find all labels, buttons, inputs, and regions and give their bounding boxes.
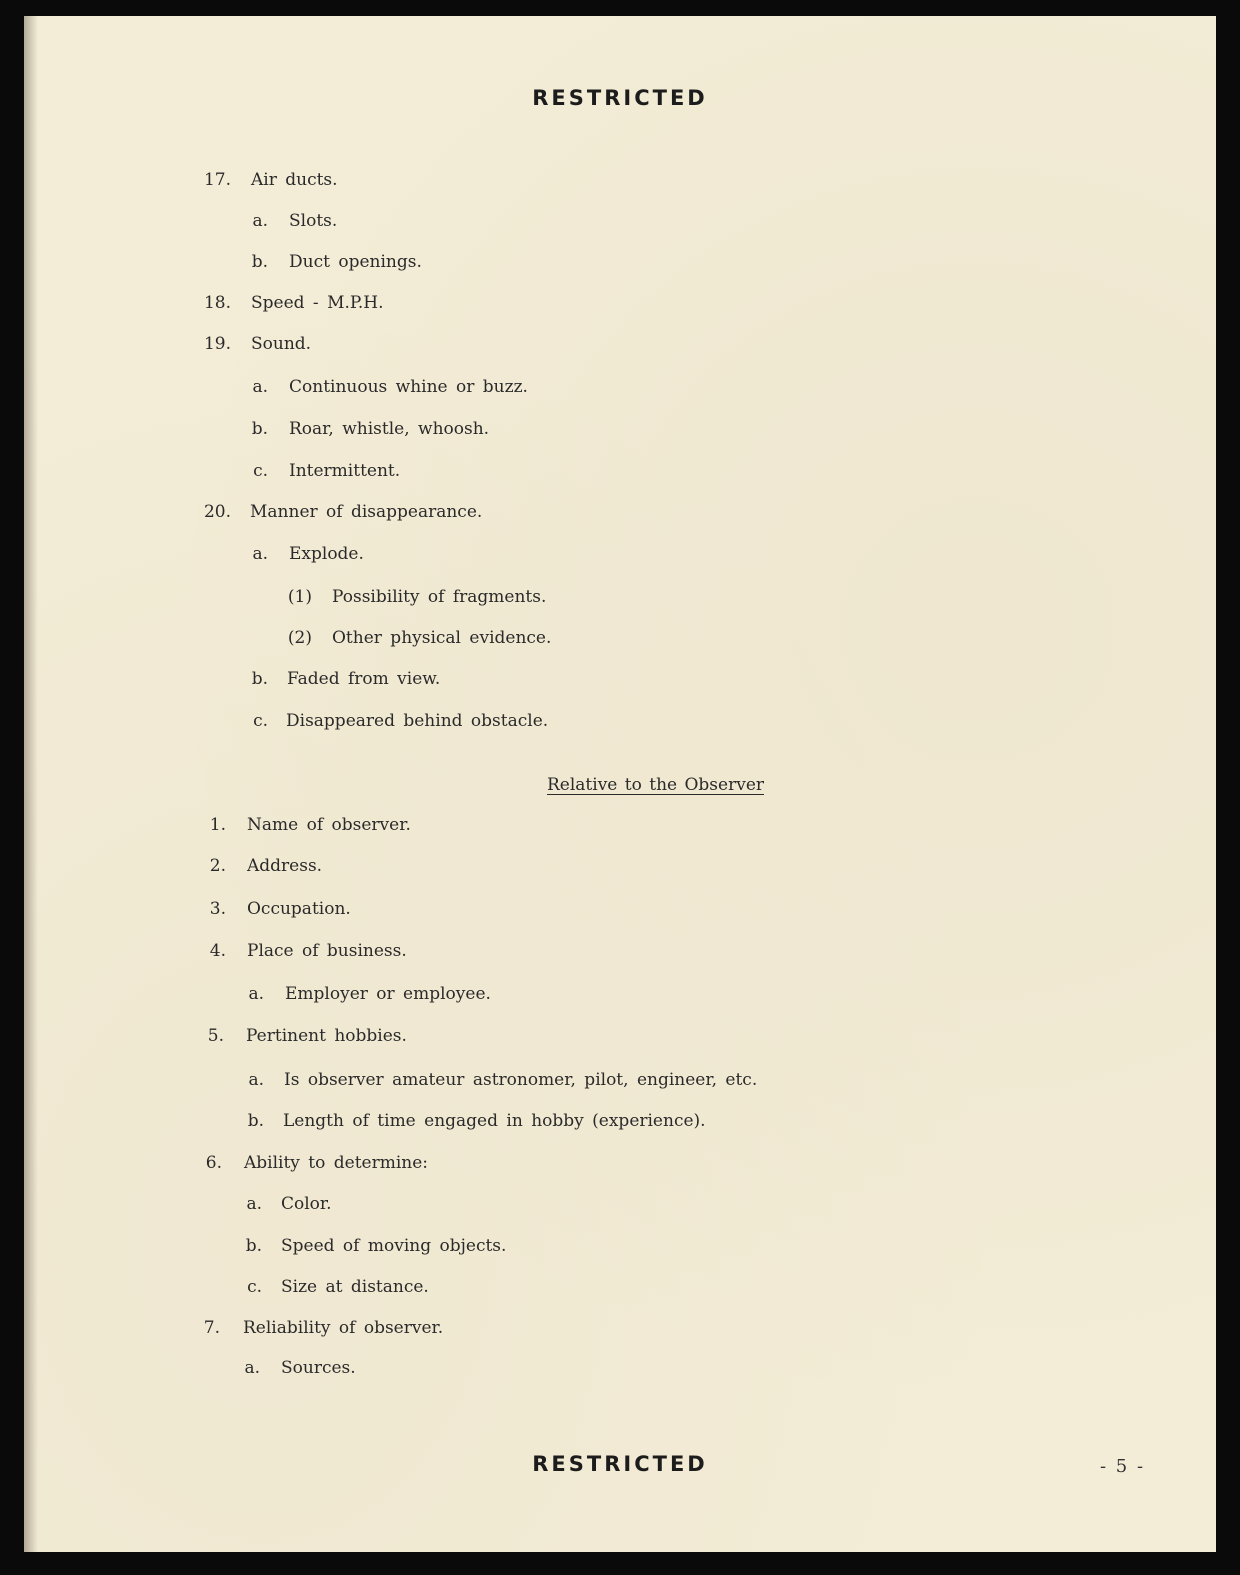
- item-text: Air ducts.: [251, 170, 338, 190]
- item-text: Faded from view.: [287, 669, 441, 689]
- item-text: Name of observer.: [247, 815, 411, 835]
- item-text: Employer or employee.: [285, 984, 491, 1004]
- item-text: Manner of disappearance.: [250, 502, 483, 522]
- item-text: Color.: [281, 1194, 332, 1214]
- header-classification: RESTRICTED: [532, 86, 708, 110]
- item-text: Place of business.: [247, 941, 407, 961]
- document-page: [24, 16, 1216, 1552]
- item-number: 3.: [209, 899, 226, 919]
- item-text: Other physical evidence.: [332, 628, 552, 648]
- item-number: a.: [248, 984, 264, 1004]
- item-number: 2.: [209, 856, 226, 876]
- footer-classification: RESTRICTED: [532, 1452, 708, 1476]
- item-number: b.: [251, 669, 268, 689]
- item-text: Occupation.: [247, 899, 351, 919]
- item-text: Is observer amateur astronomer, pilot, engineer, etc.: [284, 1070, 758, 1090]
- item-number: c.: [253, 461, 268, 481]
- item-text: Sound.: [251, 334, 312, 354]
- item-text: Length of time engaged in hobby (experience).: [283, 1111, 706, 1131]
- item-text: Continuous whine or buzz.: [289, 377, 528, 397]
- item-number: a.: [248, 1070, 264, 1090]
- item-number: b.: [251, 252, 268, 272]
- item-number: a.: [252, 211, 268, 231]
- item-number: 19.: [203, 334, 231, 354]
- item-text: Size at distance.: [281, 1277, 429, 1297]
- section-heading: Relative to the Observer: [547, 775, 765, 795]
- page-number: - 5 -: [1100, 1456, 1146, 1477]
- item-number: 20.: [203, 502, 231, 522]
- item-text: Ability to determine:: [244, 1153, 429, 1173]
- item-number: 7.: [203, 1318, 220, 1338]
- item-text: Intermittent.: [289, 461, 401, 481]
- item-number: 17.: [203, 170, 231, 190]
- item-number: b.: [247, 1111, 264, 1131]
- item-number: a.: [246, 1194, 262, 1214]
- item-text: Possibility of fragments.: [332, 587, 547, 607]
- item-text: Reliability of observer.: [243, 1318, 444, 1338]
- item-text: Explode.: [289, 544, 364, 564]
- item-number: (2): [287, 628, 312, 648]
- item-number: a.: [244, 1358, 260, 1378]
- item-number: b.: [245, 1236, 262, 1256]
- item-number: a.: [252, 544, 268, 564]
- item-text: Slots.: [289, 211, 338, 231]
- item-text: Speed - M.P.H.: [251, 293, 384, 313]
- item-number: a.: [252, 377, 268, 397]
- item-number: 4.: [209, 941, 226, 961]
- item-number: 1.: [209, 815, 226, 835]
- item-number: (1): [287, 587, 312, 607]
- item-text: Sources.: [281, 1358, 356, 1378]
- item-text: Pertinent hobbies.: [246, 1026, 407, 1046]
- item-text: Address.: [247, 856, 323, 876]
- item-text: Roar, whistle, whoosh.: [289, 419, 490, 439]
- item-number: b.: [251, 419, 268, 439]
- item-text: Duct openings.: [289, 252, 422, 272]
- item-text: Disappeared behind obstacle.: [286, 711, 549, 731]
- item-number: c.: [247, 1277, 262, 1297]
- item-number: 5.: [207, 1026, 224, 1046]
- item-number: 18.: [203, 293, 231, 313]
- item-text: Speed of moving objects.: [281, 1236, 507, 1256]
- item-number: c.: [253, 711, 268, 731]
- page-edge-shadow: [24, 16, 38, 1552]
- item-number: 6.: [205, 1153, 222, 1173]
